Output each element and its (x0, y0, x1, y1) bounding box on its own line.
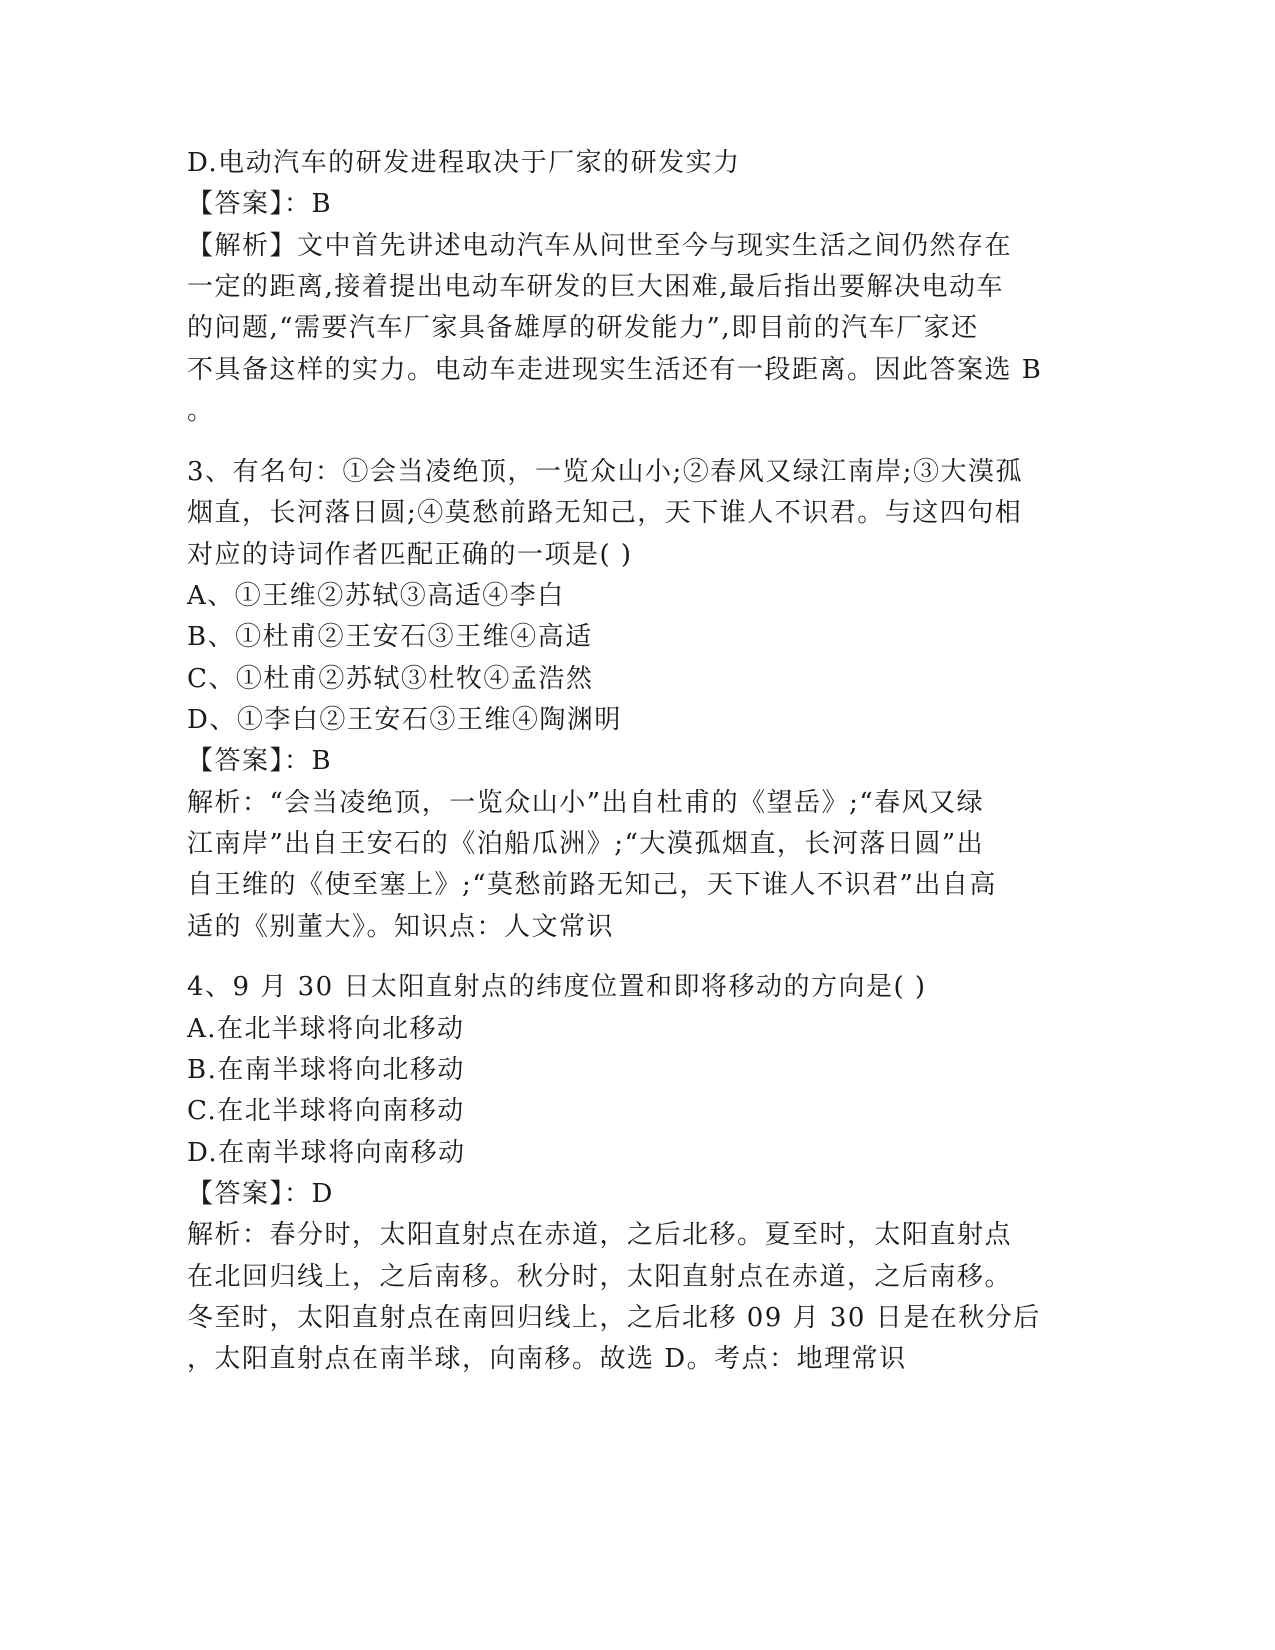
q3-analysis-line: 适的《别董大》。知识点：人文常识 (187, 912, 615, 942)
q3-analysis-line: 自王维的《使至塞上》;“莫愁前路无知己，天下谁人不识君”出自高 (187, 870, 997, 900)
q4-stem: 4、9 月 30 日太阳直射点的纬度位置和即将移动的方向是( ) (187, 972, 927, 1002)
q3-analysis-line: 江南岸”出自王安石的《泊船瓜洲》;“大漠孤烟直，长河落日圆”出 (187, 829, 985, 859)
q4-answer: 【答案】：D (187, 1179, 334, 1209)
q3-stem-line: 3、有名句：①会当凌绝顶，一览众山小;②春风又绿江南岸;③大漠孤 (187, 457, 1024, 487)
q2-answer: 【答案】：B (187, 189, 333, 219)
q2-analysis-line: 【解析】文中首先讲述电动汽车从问世至今与现实生活之间仍然存在 (187, 231, 1013, 261)
q3-option-c: C、①杜甫②苏轼③杜牧④孟浩然 (187, 664, 594, 694)
q3-stem-line: 烟直，长河落日圆;④莫愁前路无知己，天下谁人不识君。与这四句相 (187, 498, 1023, 528)
q4-analysis-line: 冬至时，太阳直射点在南回归线上，之后北移 09 月 30 日是在秋分后 (187, 1303, 1041, 1333)
q3-analysis-line: 解析：“会当凌绝顶，一览众山小”出自杜甫的《望岳》;“春风又绿 (187, 788, 985, 818)
q4-option-a: A.在北半球将向北移动 (187, 1014, 465, 1044)
q4-analysis-line: 解析：春分时，太阳直射点在赤道，之后北移。夏至时，太阳直射点 (187, 1220, 1013, 1250)
q4-option-b: B.在南半球将向北移动 (187, 1055, 465, 1085)
q2-analysis-line: 的问题,“需要汽车厂家具备雄厚的研发能力”,即目前的汽车厂家还 (187, 313, 979, 343)
q2-analysis-line: 。 (187, 396, 215, 426)
q3-stem-line: 对应的诗词作者匹配正确的一项是( ) (187, 540, 633, 570)
q4-option-d: D.在南半球将向南移动 (187, 1138, 466, 1168)
q3-option-a: A、①王维②苏轼③高适④李白 (187, 581, 565, 611)
q4-option-c: C.在北半球将向南移动 (187, 1096, 465, 1126)
q2-analysis-line: 一定的距离,接着提出电动车研发的巨大困难,最后指出要解决电动车 (187, 272, 1005, 302)
q4-analysis-line: ，太阳直射点在南半球，向南移。故选 D。考点：地理常识 (187, 1344, 907, 1374)
q2-analysis-line: 不具备这样的实力。电动车走进现实生活还有一段距离。因此答案选 B (187, 355, 1043, 385)
q3-option-b: B、①杜甫②王安石③王维④高适 (187, 622, 593, 652)
q4-analysis-line: 在北回归线上，之后南移。秋分时，太阳直射点在赤道，之后南移。 (187, 1262, 1013, 1292)
q2-option-d: D.电动汽车的研发进程取决于厂家的研发实力 (187, 148, 741, 178)
q3-option-d: D、①李白②王安石③王维④陶渊明 (187, 705, 622, 735)
q3-answer: 【答案】：B (187, 746, 333, 776)
